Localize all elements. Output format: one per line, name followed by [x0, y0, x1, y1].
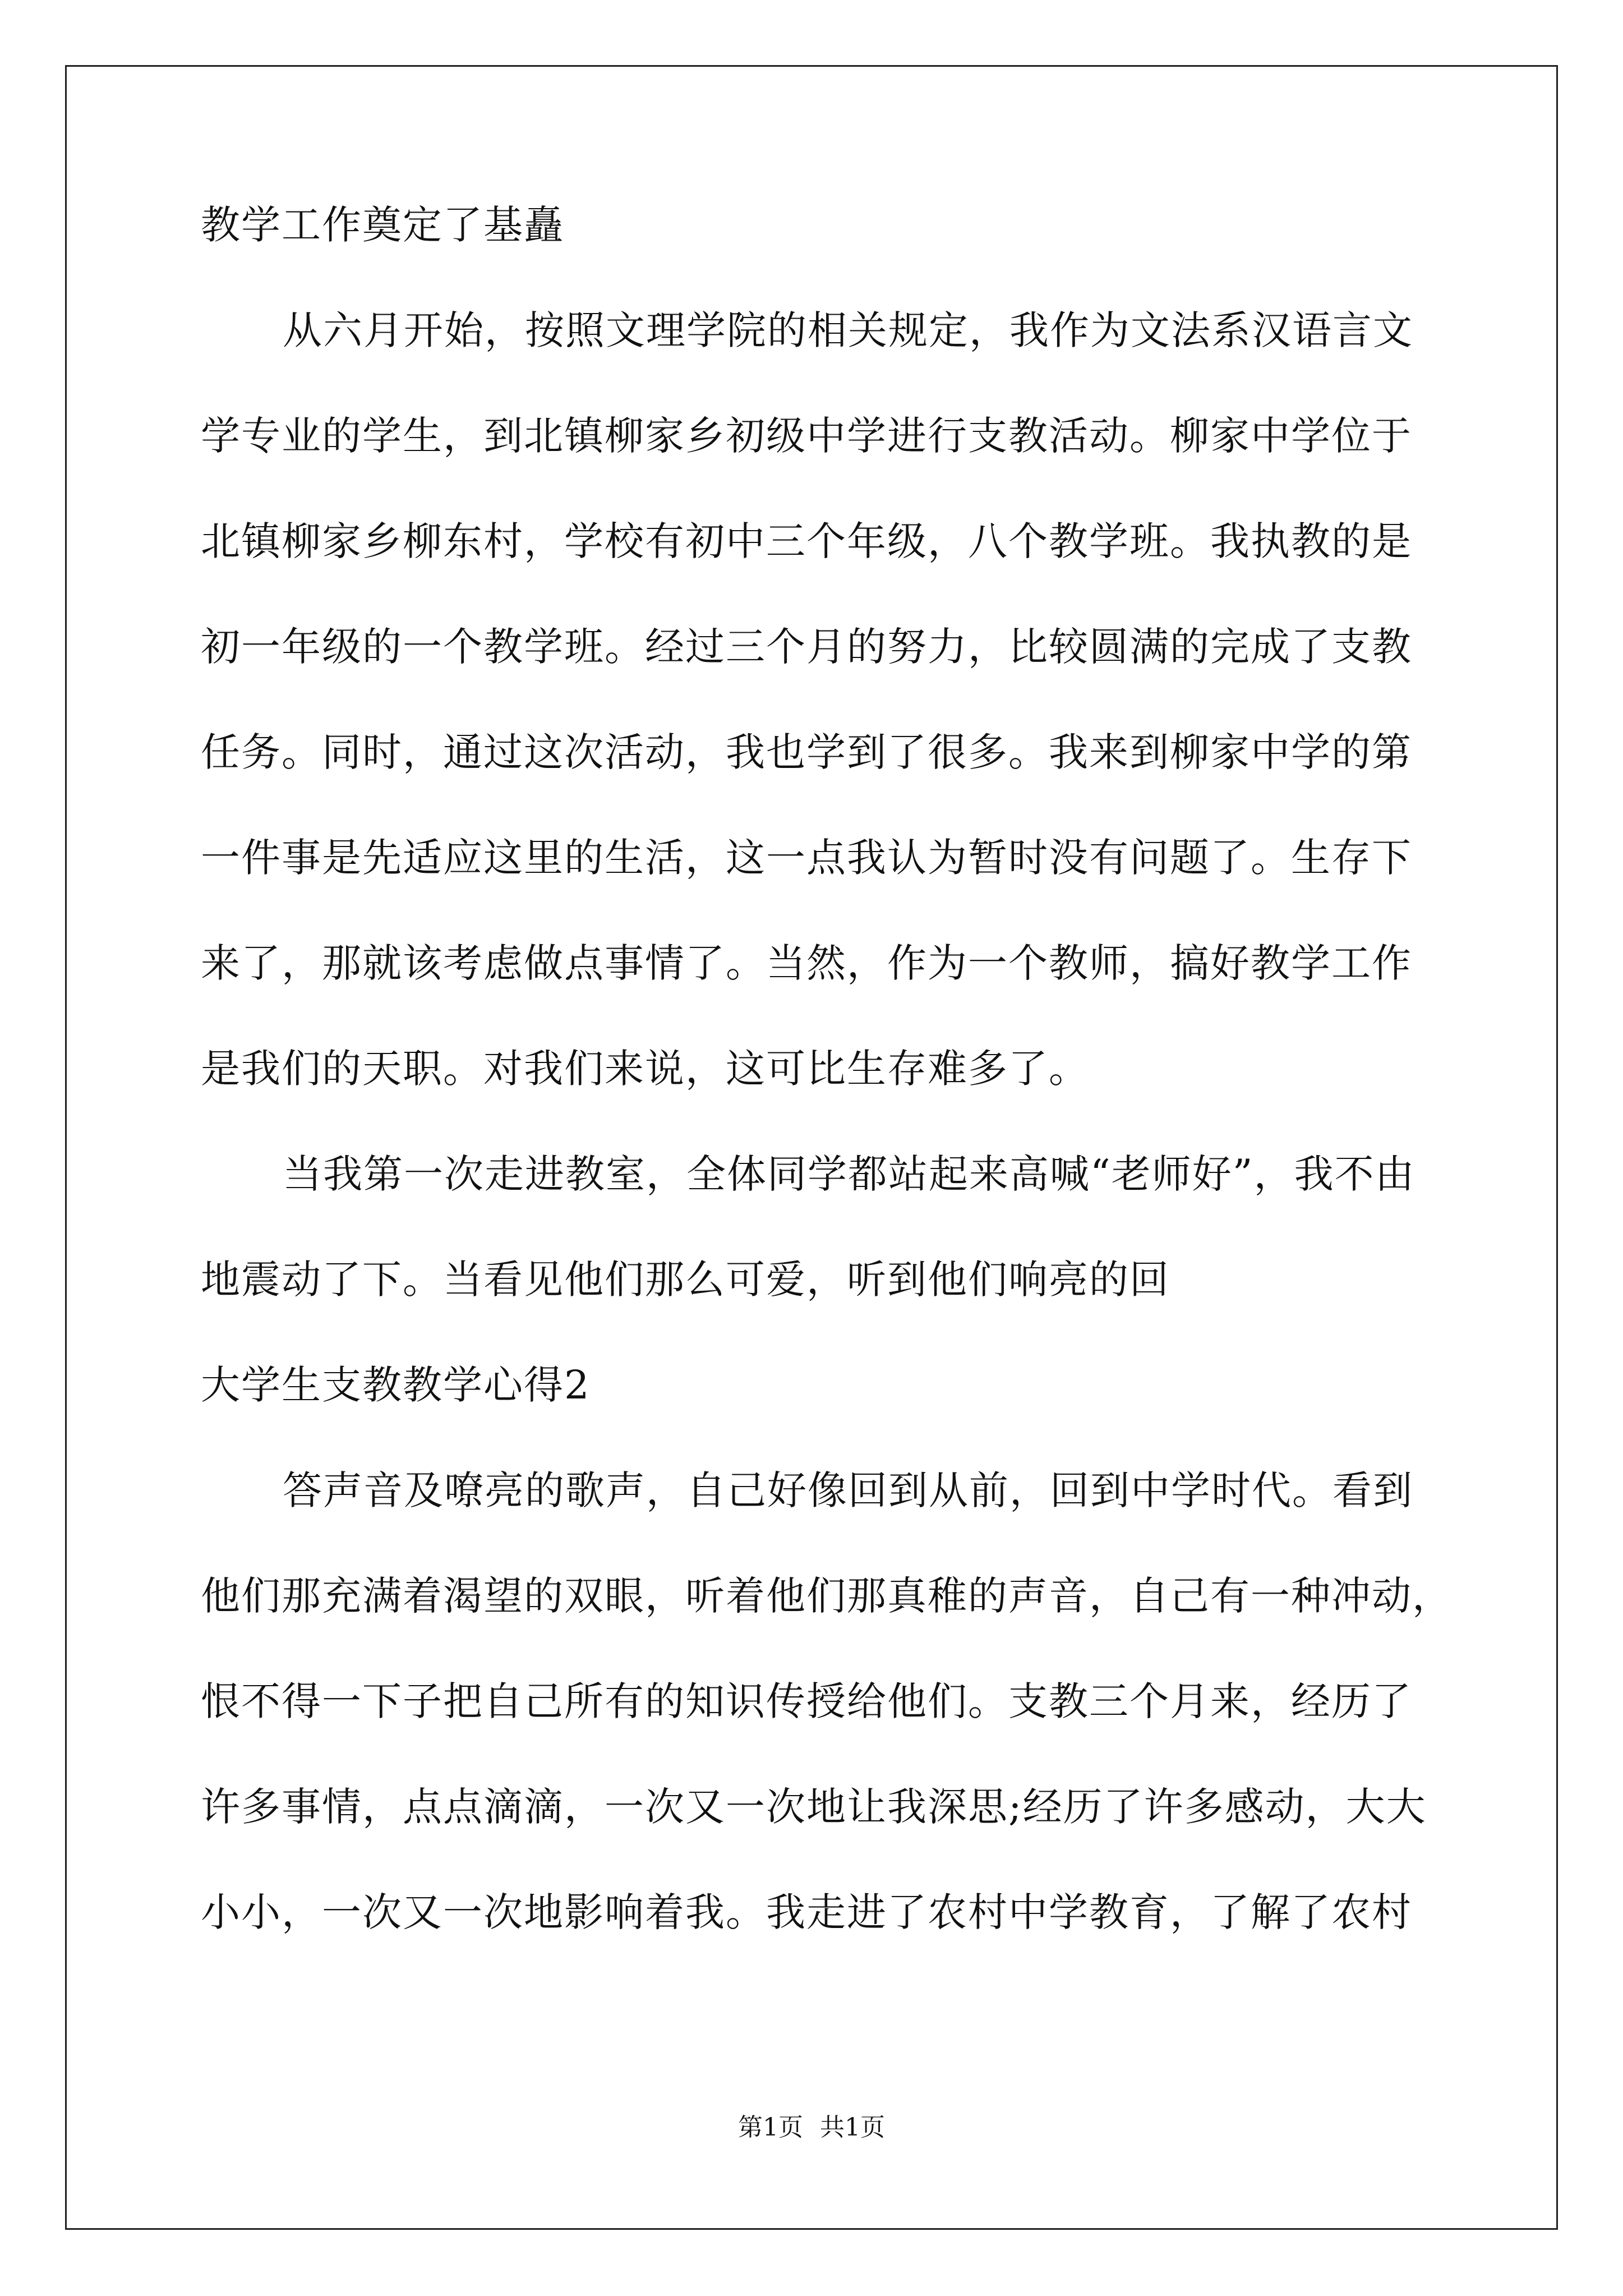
section-heading: 大学生支教教学心得2 — [201, 1362, 591, 1408]
text-line: 初一年级的一个教学班。经过三个月的努力，比较圆满的完成了支教 — [201, 624, 1412, 670]
text-line: 一件事是先适应这里的生活，这一点我认为暂时没有问题了。生存下 — [201, 835, 1412, 881]
text-line: 许多事情，点点滴滴，一次又一次地让我深思;经历了许多感动，大大 — [201, 1784, 1427, 1830]
text-line: 来了，那就该考虑做点事情了。当然，作为一个教师，搞好教学工作 — [201, 940, 1412, 986]
text-line: 学专业的学生，到北镇柳家乡初级中学进行支教活动。柳家中学位于 — [201, 413, 1412, 459]
text-line: 是我们的天职。对我们来说，这可比生存难多了。 — [201, 1046, 1089, 1092]
text-line: 教学工作奠定了基矗 — [201, 202, 564, 248]
paragraph-first-line: 答声音及嘹亮的歌声，自己好像回到从前，回到中学时代。看到 — [283, 1467, 1413, 1513]
text-line: 小小，一次又一次地影响着我。我走进了农村中学教育，了解了农村 — [201, 1889, 1412, 1935]
paragraph-first-line: 当我第一次走进教室，全体同学都站起来高喊“老师好”，我不由 — [283, 1151, 1415, 1197]
text-line: 恨不得一下子把自己所有的知识传授给他们。支教三个月来，经历了 — [201, 1678, 1412, 1724]
page-footer — [0, 2115, 1623, 2140]
text-line: 他们那充满着渴望的双眼，听着他们那真稚的声音，自己有一种冲动， — [201, 1573, 1453, 1619]
text-line: 北镇柳家乡柳东村，学校有初中三个年级，八个教学班。我执教的是 — [201, 518, 1412, 564]
page-total: 共1页 — [820, 2113, 885, 2142]
text-line: 地震动了下。当看见他们那么可爱，听到他们响亮的回 — [201, 1257, 1170, 1303]
text-line: 任务。同时，通过这次活动，我也学到了很多。我来到柳家中学的第 — [201, 729, 1412, 775]
paragraph-first-line: 从六月开始，按照文理学院的相关规定，我作为文法系汉语言文 — [283, 307, 1413, 353]
page-number: 第1页 — [738, 2113, 803, 2142]
